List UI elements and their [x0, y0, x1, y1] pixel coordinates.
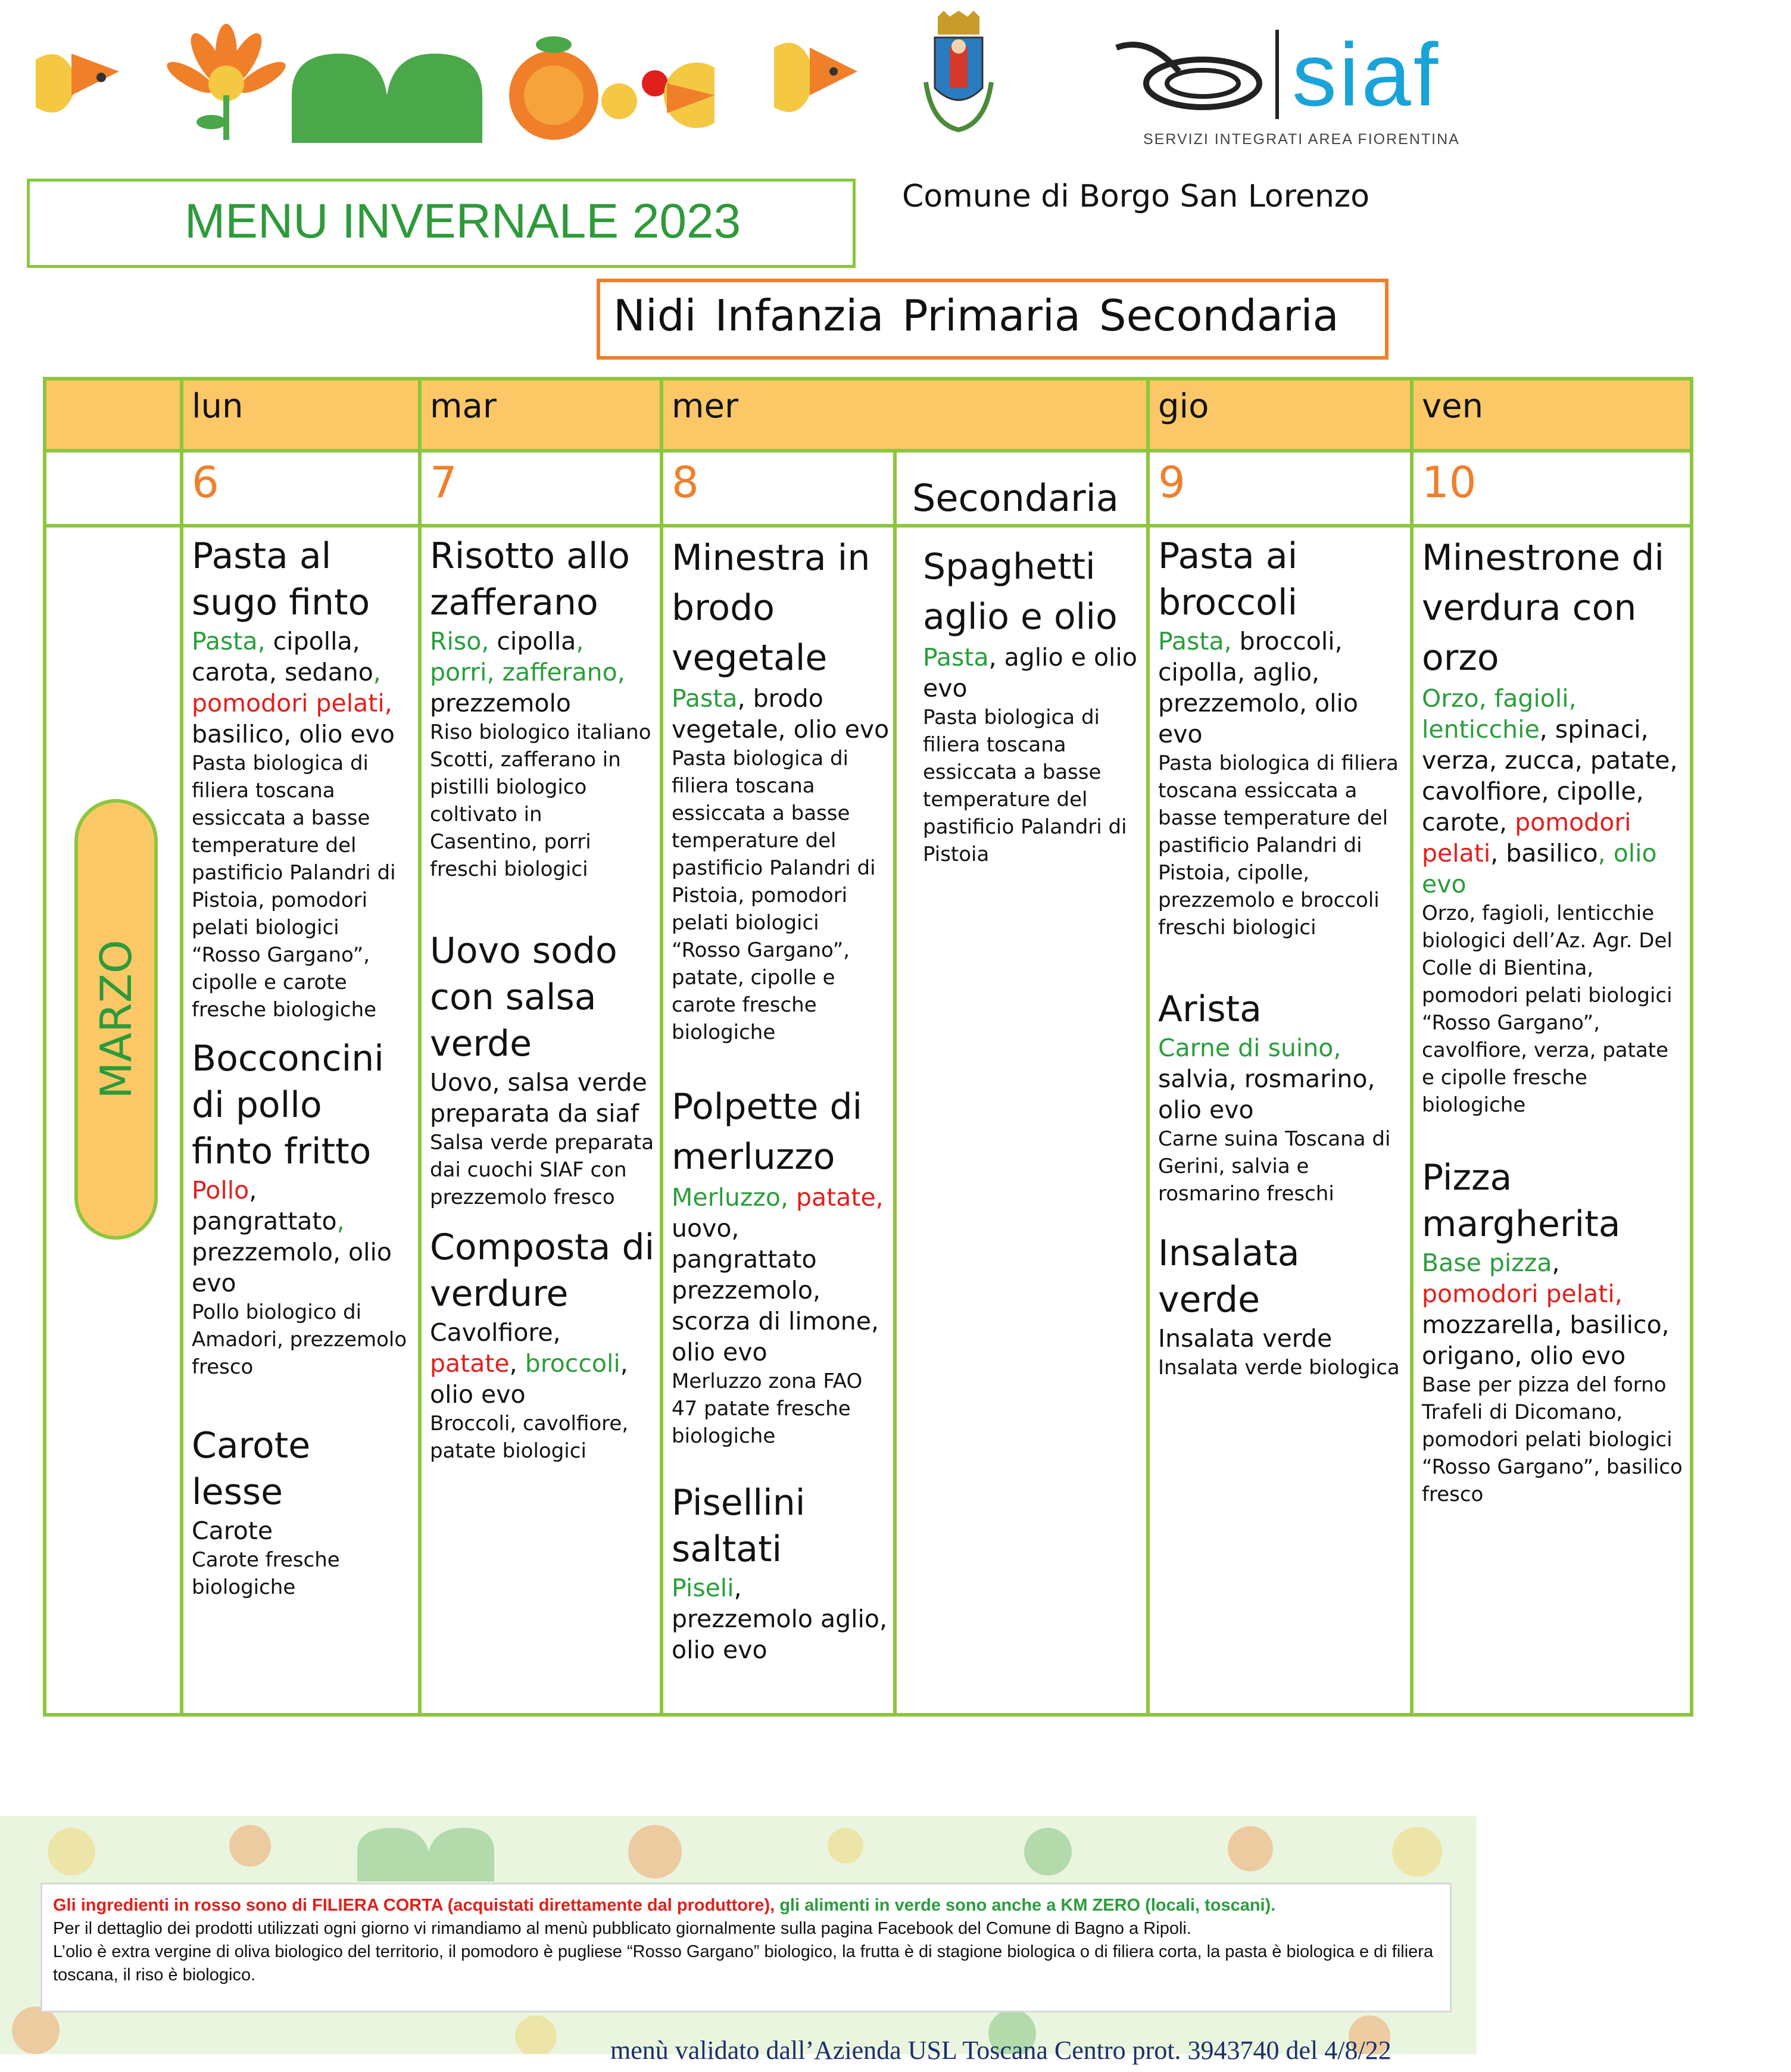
dish-title: Carote lesse — [192, 1425, 311, 1513]
day-number-6: 6 — [192, 457, 219, 507]
day-number-8: 8 — [672, 457, 699, 507]
column-divider — [660, 377, 663, 1717]
dish-title: Pizza margherita — [1422, 1157, 1621, 1245]
day-name-lun: lun — [192, 387, 244, 426]
month-label: MARZO — [91, 940, 141, 1099]
legend-green-text: gli alimenti in verde sono anche a KM ZERO (locali, toscani). — [775, 1896, 1276, 1915]
month-pill — [74, 799, 158, 1240]
dish-title: Minestra in brodo vegetale — [672, 537, 870, 679]
dish-note: Broccoli, cavolfiore, patate biologici — [430, 1412, 629, 1463]
menu-column-ven — [1422, 533, 1684, 1508]
column-divider — [1146, 377, 1150, 1717]
footer-legend — [53, 1894, 1440, 1917]
dish-ingredients: Carote — [192, 1516, 273, 1545]
day-name-gio: gio — [1158, 387, 1209, 426]
secondaria-label: Secondaria — [912, 476, 1119, 520]
siaf-wordmark: siaf — [1292, 24, 1441, 124]
day-name-ven: ven — [1422, 387, 1484, 426]
dish-title: Polpette di merluzzo — [672, 1086, 863, 1178]
school-levels: Nidi Infanzia Primaria Secondaria — [613, 291, 1339, 341]
dish-note: Pasta biologica di filiera toscana essiccata a basse temperature del pastificio Palandri di Pistoia — [923, 706, 1127, 866]
dish-title: Uovo sodo con salsa verde — [430, 930, 617, 1065]
dish-note: Pasta biologica di filiera toscana essiccata a basse temperature del pastificio Palandri di Pistoia, pomodori pelati biologici “Rosso Gargano”, patate, cipolle e carote fresche biologiche — [672, 747, 876, 1044]
legend-red-text: Gli ingredienti in rosso sono di FILIERA CORTA (acquistati direttamente dal produttore), — [53, 1896, 775, 1915]
dish-title: Pasta al sugo finto — [192, 535, 370, 623]
fruit-banner-decoration — [768, 24, 857, 137]
page-title: MENU INVERNALE 2023 — [185, 194, 741, 248]
dish-ingredients: Riso, cipolla, porri, zafferano, prezzemolo — [430, 627, 625, 717]
dish-note: Carne suina Toscana di Gerini, salvia e rosmarino freschi — [1158, 1127, 1391, 1206]
dish-ingredients: Pasta, cipolla, carota, sedano, pomodori pelati, basilico, olio evo — [192, 627, 395, 748]
siaf-logo — [1113, 24, 1483, 149]
footer-line: Per il dettaglio dei prodotti utilizzati ogni giorno vi rimandiamo al menù pubblicato giornalmente sulla pagina Facebook del Comune di Bagno a Ripoli. — [53, 1919, 1191, 1938]
day-number-7: 7 — [430, 457, 457, 507]
footer-notes — [53, 1894, 1440, 1987]
title-box — [27, 179, 856, 268]
fruit-banner-decoration — [30, 18, 714, 143]
dish-title: Pasta ai broccoli — [1158, 535, 1298, 623]
footer-notes-box — [40, 1883, 1452, 2012]
dish-note: Insalata verde biologica — [1158, 1356, 1400, 1380]
school-levels-box — [597, 279, 1389, 360]
dish-title: Pisellini saltati — [672, 1482, 806, 1570]
dish-ingredients: Merluzzo, patate, uovo, pangrattato prezzemolo, scorza di limone, olio evo — [672, 1183, 884, 1366]
dish-ingredients: Cavolfiore, patate, broccoli, olio evo — [430, 1318, 628, 1409]
dish-title: Risotto allo zafferano — [430, 535, 630, 623]
siaf-tagline: SERVIZI INTEGRATI AREA FIORENTINA — [1143, 131, 1460, 148]
comune-label: Comune di Borgo San Lorenzo — [902, 179, 1370, 214]
column-divider — [418, 377, 422, 1717]
dish-note: Pollo biologico di Amadori, prezzemolo fresco — [192, 1300, 407, 1379]
column-divider — [893, 453, 897, 1717]
dish-title: Bocconcini di pollo finto fritto — [192, 1038, 384, 1172]
dish-note: Riso biologico italiano Scotti, zafferano in pistilli biologico coltivato in Casentino, porri freschi biologici — [430, 720, 651, 881]
footer-line: L’olio è extra vergine di oliva biologico del territorio, il pomodoro è pugliese “Rosso Gargano” biologico, la frutta è di stagione biologica o di filiera corta, la pasta è biologica e di filiera toscana, il riso è biologico. — [53, 1942, 1434, 1984]
column-divider — [1410, 377, 1414, 1717]
dish-ingredients: Insalata verde — [1158, 1324, 1333, 1353]
dish-ingredients: Pasta, broccoli, cipolla, aglio, prezzemolo, olio evo — [1158, 627, 1358, 748]
day-name-mer: mer — [672, 387, 739, 426]
validation-note: menù validato dall’Azienda USL Toscana Centro prot. 3943740 del 4/8/22 — [610, 2036, 1391, 2065]
dish-ingredients: Pasta, aglio e olio evo — [923, 643, 1137, 703]
dish-title: Insalata verde — [1158, 1232, 1300, 1321]
menu-column-gio — [1158, 533, 1402, 1381]
menu-column-secondaria — [923, 542, 1137, 868]
dish-title: Arista — [1158, 988, 1262, 1030]
dish-ingredients: Orzo, fagioli, lenticchie, spinaci, verza, zucca, patate, cavolfiore, cipolle, carote, pomodori pelati, basilico, olio evo — [1422, 684, 1678, 898]
dish-note: Salsa verde preparata dai cuochi SIAF con prezzemolo fresco — [430, 1131, 654, 1209]
menu-column-mar — [430, 533, 655, 1465]
comune-crest-icon — [920, 11, 997, 139]
day-number-9: 9 — [1158, 457, 1185, 507]
dish-title: Composta di verdure — [430, 1227, 655, 1315]
menu-column-mer — [672, 533, 890, 1665]
table-divider — [43, 524, 1693, 528]
dish-ingredients: Pasta, brodo vegetale, olio evo — [672, 684, 890, 744]
siaf-swirl-logo — [1113, 36, 1268, 119]
dish-note: Base per pizza del forno Trafeli di Dicomano, pomodori pelati biologici “Rosso Gargano”, basilico fresco — [1422, 1373, 1683, 1506]
dish-note: Merluzzo zona FAO 47 patate fresche biologiche — [672, 1369, 863, 1448]
dish-ingredients: Piseli, prezzemolo aglio, olio evo — [672, 1574, 888, 1664]
table-divider — [43, 449, 1693, 453]
column-divider — [180, 377, 183, 1717]
dish-note: Orzo, fagioli, lenticchie biologici dell’Az. Agr. Del Colle di Bientina, pomodori pelati biologici “Rosso Gargano”, cavolfiore, verza, patate e cipolle fresche biologiche — [1422, 901, 1673, 1117]
dish-ingredients: Pollo, pangrattato, prezzemolo, olio evo — [192, 1176, 392, 1297]
dish-ingredients: Carne di suino, salvia, rosmarino, olio evo — [1158, 1034, 1375, 1124]
dish-note: Pasta biologica di filiera toscana essiccata a basse temperature del pastificio Palandri di Pistoia, cipolle, prezzemolo e broccoli freschi biologici — [1158, 751, 1399, 940]
dish-ingredients: Uovo, salsa verde preparata da siaf — [430, 1068, 647, 1128]
dish-note: Carote fresche biologiche — [192, 1548, 340, 1599]
dish-ingredients: Base pizza, pomodori pelati, mozzarella, basilico, origano, olio evo — [1422, 1249, 1670, 1370]
day-number-10: 10 — [1422, 457, 1477, 507]
dish-title: Minestrone di verdura con orzo — [1422, 537, 1664, 679]
dish-note: Pasta biologica di filiera toscana essiccata a basse temperature del pastificio Palandri di Pistoia, pomodori pelati biologici “Rosso Gargano”, cipolle e carote fresche biologiche — [192, 751, 396, 1022]
dish-title: Spaghetti aglio e olio — [923, 546, 1118, 638]
menu-column-lun — [192, 533, 412, 1601]
day-name-mar: mar — [430, 387, 497, 426]
